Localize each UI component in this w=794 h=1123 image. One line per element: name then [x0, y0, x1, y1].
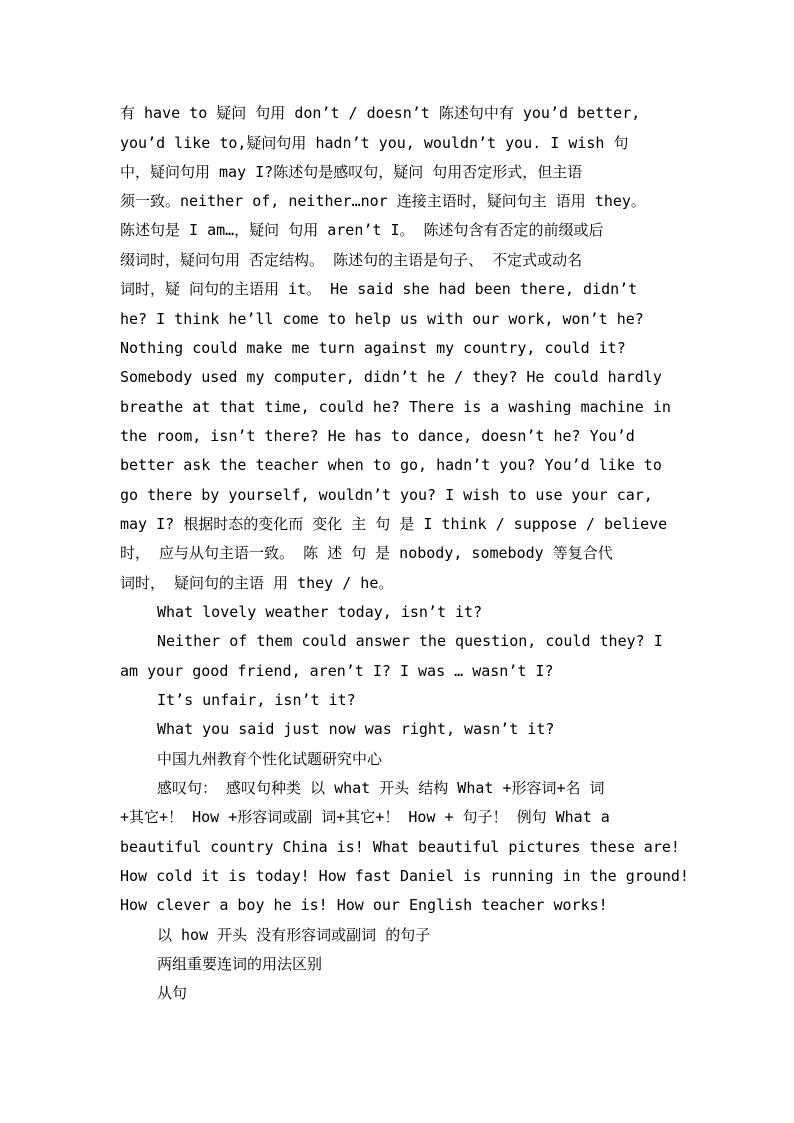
text-line: am your good friend, aren’t I? I was … wasn’t I? — [120, 662, 554, 680]
section-heading: 两组重要连词的用法区别 — [157, 955, 323, 973]
text-line: breathe at that time, could he? There is a washing machine in — [120, 398, 671, 416]
text-line: Neither of them could answer the question, could they? I — [157, 632, 663, 650]
text-line: 词时，疑 问句的主语用 it。 He said she had been there, didn’t — [120, 280, 638, 298]
text-line: Nothing could make me turn against my country, could it? — [120, 339, 626, 357]
text-line: 中，疑问句用 may I?陈述句是感叹句，疑问 句用否定形式，但主语 — [120, 163, 583, 181]
text-line: go there by yourself, wouldn’t you? I wish to use your car, — [120, 486, 653, 504]
text-line: may I? 根据时态的变化而 变化 主 句 是 I think / suppose / believe — [120, 515, 668, 533]
text-line: 词时， 疑问句的主语 用 they / he。 — [120, 574, 394, 592]
text-line: 时， 应与从句主语一致。 陈 述 句 是 nobody, somebody 等复合代 — [120, 544, 613, 562]
text-line: you’d like to,疑问句用 hadn’t you, wouldn’t you. I wish 句 — [120, 134, 629, 152]
text-line: What lovely weather today, isn’t it? — [157, 603, 483, 621]
text-line: How clever a boy he is! How our English teacher works! — [120, 896, 608, 914]
text-line: 有 have to 疑问 句用 don’t / doesn’t 陈述句中有 you’d better, — [120, 104, 641, 122]
section-heading: 从句 — [157, 984, 188, 1002]
text-line: Somebody used my computer, didn’t he / they? He could hardly — [120, 368, 662, 386]
text-line: 感叹句： 感叹句种类 以 what 开头 结构 What +形容词+名 词 — [157, 779, 605, 797]
text-line: How cold it is today! How fast Daniel is running in the ground! — [120, 867, 689, 885]
text-line: better ask the teacher when to go, hadn’t you? You’d like to — [120, 456, 662, 474]
text-line: 缀词时，疑问句用 否定结构。 陈述句的主语是句子、 不定式或动名 — [120, 251, 583, 269]
section-heading: 中国九州教育个性化试题研究中心 — [157, 750, 383, 768]
text-line: he? I think he’ll come to help us with our work, won’t he? — [120, 310, 644, 328]
text-line: +其它+！ How +形容词或副 词+其它+！ How + 句子！ 例句 What a — [120, 808, 610, 826]
text-line: beautiful country China is! What beautiful pictures these are! — [120, 838, 680, 856]
text-line: What you said just now was right, wasn’t it? — [157, 720, 555, 738]
text-line: It’s unfair, isn’t it? — [157, 691, 356, 709]
text-line: 以 how 开头 没有形容词或副词 的句子 — [157, 926, 431, 944]
text-line: 须一致。neither of, neither…nor 连接主语时，疑问句主 语用 they。 — [120, 192, 646, 210]
text-line: the room, isn’t there? He has to dance, doesn’t he? You’d — [120, 427, 635, 445]
text-line: 陈述句是 I am…，疑问 句用 aren’t I。 陈述句含有否定的前缀或后 — [120, 221, 604, 239]
